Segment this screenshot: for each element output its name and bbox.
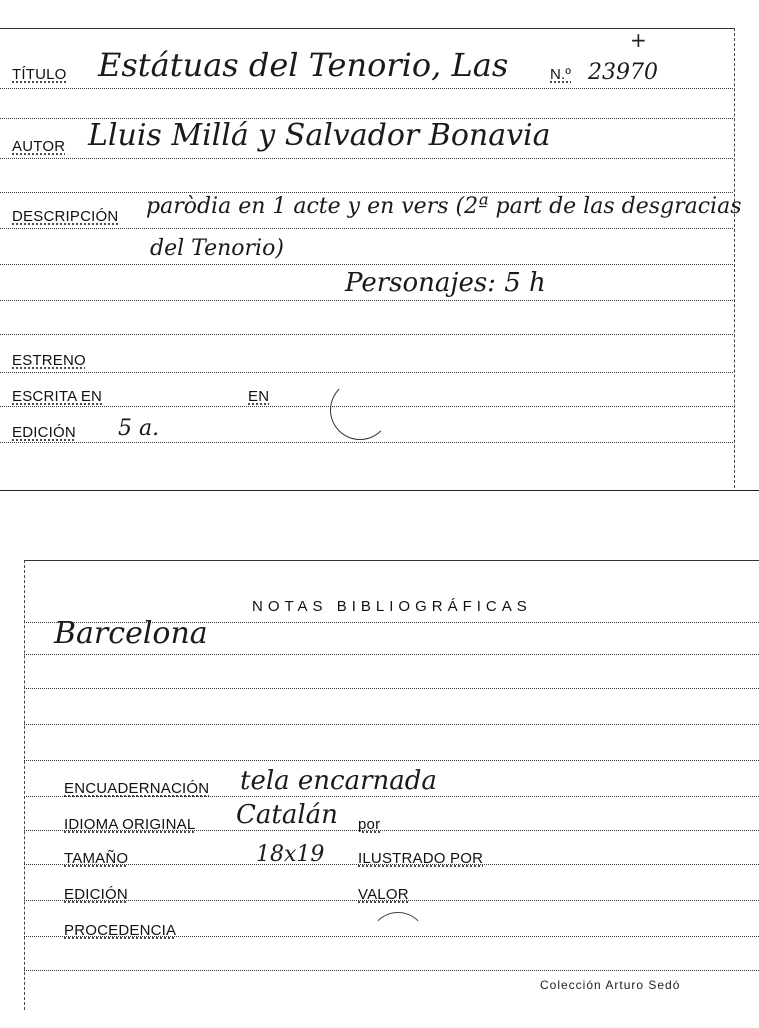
- en-label: EN: [248, 388, 270, 405]
- card-right-edge: [734, 28, 735, 488]
- notas-heading: NOTAS BIBLIOGRÁFICAS: [252, 598, 532, 615]
- descripcion-line2: del Tenorio): [150, 236, 284, 261]
- card-left-edge: [24, 560, 25, 1010]
- idioma-original-value: Catalán: [236, 800, 338, 830]
- stamp-circle: [369, 912, 427, 970]
- titulo-value: Estátuas del Tenorio, Las: [98, 46, 509, 84]
- escrita-en-label: ESCRITA EN: [12, 388, 103, 405]
- notes-line-1: Barcelona: [54, 616, 208, 651]
- ruled-line: [24, 724, 759, 725]
- autor-value: Lluis Millá y Salvador Bonavia: [88, 118, 551, 153]
- procedencia-label: PROCEDENCIA: [64, 922, 177, 939]
- ruled-line: [0, 192, 733, 193]
- stamp-circle: [330, 380, 390, 440]
- catalog-card-back: [24, 560, 759, 1010]
- autor-label: AUTOR: [12, 138, 66, 155]
- encuadernacion-value: tela encarnada: [240, 766, 437, 796]
- collection-footer: Colección Arturo Sedó: [540, 978, 681, 992]
- catalog-card-front: [0, 0, 759, 495]
- ruled-line: [0, 372, 733, 373]
- card-top-edge: [0, 28, 735, 29]
- card-top-edge: [24, 560, 759, 561]
- ruled-line: [24, 654, 759, 655]
- estreno-label: ESTRENO: [12, 352, 86, 369]
- titulo-label: TÍTULO: [12, 66, 67, 83]
- ruled-line: [24, 688, 759, 689]
- idioma-original-label: IDIOMA ORIGINAL: [64, 816, 196, 833]
- numero-label: N.º: [550, 66, 572, 83]
- ruled-line: [24, 760, 759, 761]
- ruled-line: [0, 300, 733, 301]
- ruled-line: [0, 334, 733, 335]
- card-bottom-edge: [0, 490, 759, 491]
- por-label: por: [358, 816, 381, 833]
- tamano-label: TAMAÑO: [64, 850, 129, 867]
- edicion-value: 5 a.: [118, 416, 160, 441]
- encuadernacion-label: ENCUADERNACIÓN: [64, 780, 210, 797]
- edicion-label: EDICIÓN: [12, 424, 76, 441]
- ruled-line: [0, 158, 733, 159]
- ruled-line: [0, 88, 733, 89]
- plus-mark-icon: +: [630, 28, 647, 52]
- descripcion-line1: paròdia en 1 acte y en vers (2ª part de las desgracias: [146, 194, 742, 219]
- ruled-line: [0, 228, 733, 229]
- ilustrado-por-label: ILUSTRADO POR: [358, 850, 484, 867]
- valor-label: VALOR: [358, 886, 409, 903]
- personajes-note: Personajes: 5 h: [345, 268, 546, 298]
- ruled-line: [24, 970, 759, 971]
- ruled-line: [0, 264, 733, 265]
- ruled-line: [0, 442, 733, 443]
- tamano-value: 18x19: [256, 842, 325, 867]
- numero-value: 23970: [588, 60, 658, 85]
- edicion-label: EDICIÓN: [64, 886, 128, 903]
- descripcion-label: DESCRIPCIÓN: [12, 208, 119, 225]
